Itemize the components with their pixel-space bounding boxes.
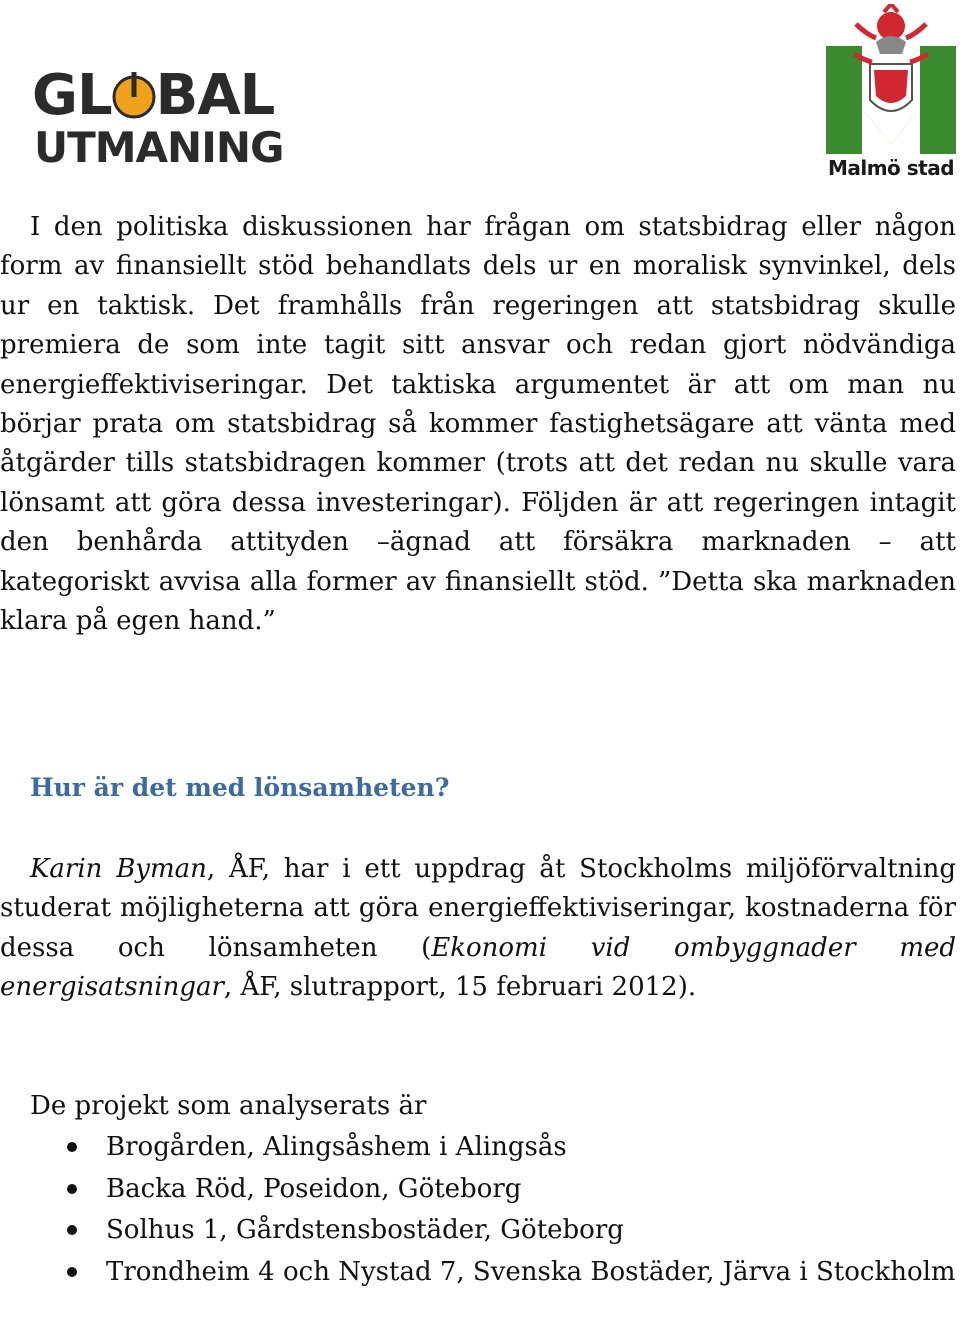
global-utmaning-logo (32, 63, 284, 178)
report-title: Ekonomi vid ombyggnader med energisatsningar (0, 932, 956, 1003)
global-logo-text-b: BAL (155, 63, 275, 128)
global-logo-text-a: GL (32, 63, 112, 128)
list-item: Backa Röd, Poseidon, Göteborg (0, 1169, 956, 1209)
section-heading: Hur är det med lönsamheten? (30, 773, 450, 802)
list-item: Brogården, Alingsåshem i Alingsås (0, 1127, 956, 1167)
paragraph-karin-byman (0, 850, 956, 1008)
paragraph2-part1: , ÅF, har i ett uppdrag åt Stockholms miljöförvaltning studerat möjligheterna att göra energieffektiviseringar, kostnaderna för dessa och lönsamheten ( (0, 854, 957, 963)
clock-icon (112, 70, 156, 120)
malmo-logo-caption: Malmö stad (827, 156, 955, 180)
global-logo-line1 (32, 63, 275, 128)
list-item: Trondheim 4 och Nystad 7, Svenska Bostäder, Järva i Stockholm (0, 1252, 956, 1292)
global-logo-line2: UTMANING (34, 123, 284, 172)
list-item: Solhus 1, Gårdstensbostäder, Göteborg (0, 1210, 956, 1250)
author-name: Karin Byman (30, 854, 207, 884)
paragraph-statsbidrag: I den politiska diskussionen har frågan om statsbidrag eller någon form av finansiellt stöd behandlats dels ur en moralisk synvinkel, dels ur en taktisk. Det framhålls från regeringen att statsbidrag skulle premiera de som inte tagit sitt ansvar och redan gjort nödvändiga energieffektiviseringar. Det taktiska argumentet är att om man nu börjar prata om statsbidrag så kommer fastighetsägare att vänta med åtgärder tills statsbidragen kommer (trots att det redan nu skulle vara lönsamt att göra dessa investeringar). Följden är att regeringen intagit den benhårda attityden –ägnad att försäkra marknaden – att kategoriskt avvisa alla former av finansiellt stöd. ”Detta ska marknaden klara på egen hand.” (0, 212, 956, 637)
malmo-coat-of-arms-icon (826, 4, 956, 154)
list-intro: De projekt som analyserats är (30, 1091, 427, 1121)
malmo-stad-logo (826, 4, 956, 180)
project-list (0, 1127, 956, 1293)
paragraph2-part2: , ÅF, slutrapport, 15 februari 2012). (223, 972, 697, 1003)
